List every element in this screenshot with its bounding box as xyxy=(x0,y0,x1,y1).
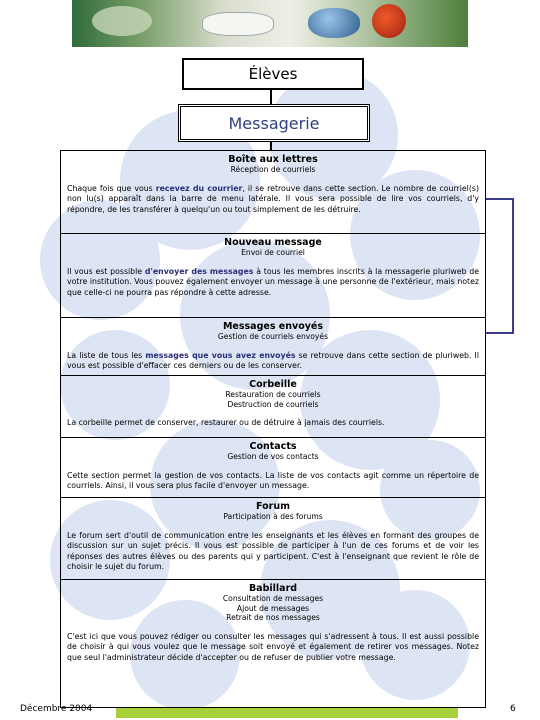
messagerie-heading: Messagerie xyxy=(228,113,320,133)
section-body: Il vous est possible d'envoyer des messages à tous les membres inscrits à la messagerie pluriweb de votre institution. Vous pouvez également envoyer un message à une personne de l'extérieur, mais notez que celle-ci ne pourra pas répondre à cette adresse. xyxy=(67,266,480,297)
section-subtitle: Réception de courriels xyxy=(230,165,316,174)
highlighted-phrase: messages que vous avez envoyés xyxy=(145,350,296,360)
section-boite-aux-lettres xyxy=(61,151,485,233)
section-bracket xyxy=(486,198,514,334)
highlighted-phrase: recevez du courrier xyxy=(155,183,243,193)
section-subtitle: Restauration de courriels xyxy=(225,390,321,399)
section-title: Corbeille xyxy=(249,379,297,390)
section-title: Boîte aux lettres xyxy=(228,154,318,165)
banner-photo-left xyxy=(92,6,152,36)
section-subtitle: Consultation de messages xyxy=(222,594,324,603)
section-body: Le forum sert d'outil de communication entre les enseignants et les élèves en formant des groupes de discussion sur un sujet précis. Il vous est possible de participer à l'un de ces forums et de voir les réponses des autres élèves ou des parents qui y participent. C'est à l'enseignant que revient le rôle de choisir le sujet du forum. xyxy=(67,530,479,572)
messagerie-heading-box xyxy=(178,104,370,142)
section-title: Contacts xyxy=(249,441,297,452)
section-body: La corbeille permet de conserver, restaurer ou de détruire à jamais des courriels. xyxy=(67,418,385,427)
section-contacts xyxy=(61,437,485,498)
section-body: C'est ici que vous pouvez rédiger ou consulter les messages qui s'adressent à tous. Il est aussi possible de choisir à qui vous voulez que le message soit envoyé et également de retirer vos messages. Notez que seul l'administrateur décide d'accepter ou de refuser de publier votre message. xyxy=(67,631,479,662)
footer-bar xyxy=(116,708,458,718)
banner-photo-globe xyxy=(308,8,360,38)
highlighted-phrase: d'envoyer des messages xyxy=(144,266,254,276)
content-panel xyxy=(60,150,486,708)
page-number: 6 xyxy=(510,704,516,714)
section-subtitle: Participation à des forums xyxy=(223,512,323,521)
eleves-heading-box xyxy=(182,58,364,90)
section-title: Babillard xyxy=(248,583,298,594)
section-title: Nouveau message xyxy=(224,237,322,248)
section-babillard xyxy=(61,579,485,708)
connector-line xyxy=(270,88,272,105)
section-corbeille xyxy=(61,375,485,438)
header-banner-image xyxy=(72,0,468,47)
section-body: Cette section permet la gestion de vos contacts. La liste de vos contacts agit comme un répertoire de courriels. Ainsi, il vous sera plus facile d'envoyer un message. xyxy=(67,470,479,491)
banner-photo-mouse xyxy=(202,12,274,36)
section-subtitle: Ajout de messages xyxy=(236,603,310,613)
section-messages-envoyes xyxy=(61,317,485,376)
eleves-heading: Élèves xyxy=(248,65,298,83)
section-subtitle: Destruction de courriels xyxy=(227,399,319,409)
section-title: Forum xyxy=(256,501,290,512)
section-body: Chaque fois que vous recevez du courrier, il se retrouve dans cette section. Le nombre de courriel(s) non lu(s) apparaît dans la barre de menu latérale. Il vous sera possible de lire vos courriels, d'y répondre, de les transférer à quelqu'un ou tout simplement de les détruire. xyxy=(67,183,479,214)
section-title: Messages envoyés xyxy=(222,321,324,332)
footer-date: Décembre 2004 xyxy=(20,704,93,714)
section-nouveau-message xyxy=(61,233,485,318)
section-subtitle: Envoi de courriel xyxy=(241,248,305,257)
section-forum xyxy=(61,497,485,580)
section-subtitle: Retrait de nos messages xyxy=(226,613,320,622)
section-body: La liste de tous les messages que vous avez envoyés se retrouve dans cette section de pluriweb. Il vous est possible d'effacer ces derniers ou de les conserver. xyxy=(67,350,479,371)
section-subtitle: Gestion de courriels envoyés xyxy=(217,332,329,341)
section-subtitle: Gestion de vos contacts xyxy=(227,452,319,461)
banner-photo-apple xyxy=(372,4,406,38)
